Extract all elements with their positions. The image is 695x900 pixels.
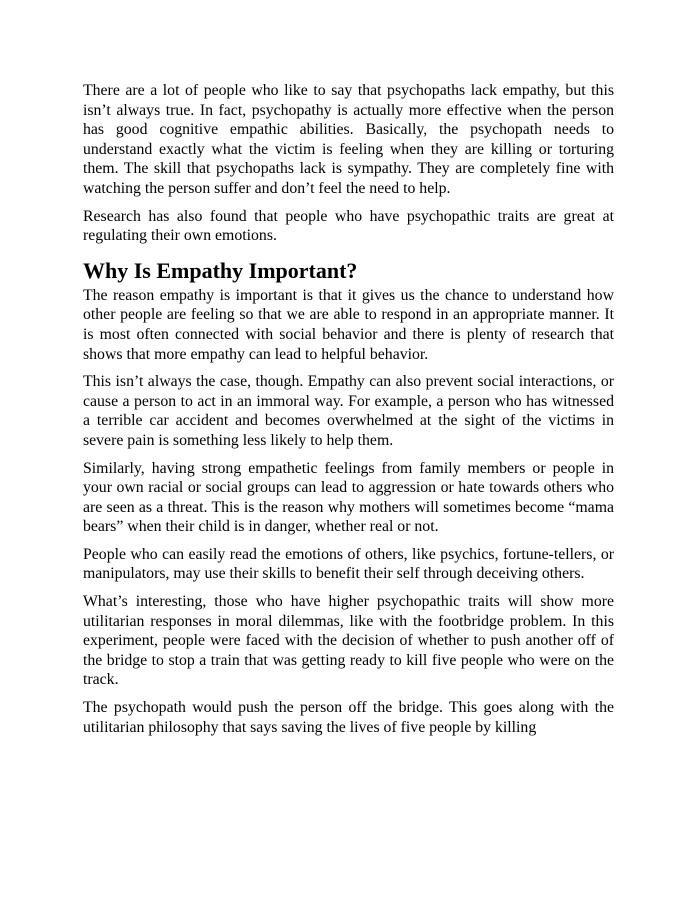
section-heading: Why Is Empathy Important? <box>83 257 358 283</box>
paragraph-not-always-case: This isn’t always the case, though. Empathy can also prevent social interactions, or cause a person to act in an immoral way. For example, a person who has witnessed a terrible car accident and becomes overwhelmed at the sight of the victims in severe pain is something less likely to help them. <box>83 373 614 449</box>
paragraph-regulating-emotions: Research has also found that people who have psychopathic traits are great at regulating their own emotions. <box>83 207 614 245</box>
paragraph-read-emotions: People who can easily read the emotions of others, like psychics, fortune-tellers, or manipulators, may use their skills to benefit their self through deceiving others. <box>83 545 614 583</box>
paragraph-similarly: Similarly, having strong empathetic feelings from family members or people in your own racial or social groups can lead to aggression or hate towards others who are seen as a threat. This is the reason why mothers will sometimes become “mama bears” when their child is in danger, whether real or not. <box>83 459 614 536</box>
paragraph-push-person: The psychopath would push the person off the bridge. This goes along with the utilitarian philosophy that says saving the lives of five people by killing <box>83 699 614 736</box>
paragraph-psychopaths-empathy: There are a lot of people who like to say that psychopaths lack empathy, but this isn’t always true. In fact, psychopathy is actually more effective when the person has good cognitive empathic abilities. Basically, the psychopath needs to understand exactly what the victim is feeling when they are killing or torturing them. The skill that psychopaths lack is sympathy. They are completely fine with watching the person suffer and don’t feel the need to help. <box>83 82 614 197</box>
paragraph-footbridge: What’s interesting, those who have higher psychopathic traits will show more utilitarian responses in moral dilemmas, like with the footbridge problem. In this experiment, people were faced with the decision of whether to push another off of the bridge to stop a train that was getting ready to kill five people who were on the track. <box>83 593 614 689</box>
paragraph-why-important: The reason empathy is important is that it gives us the chance to understand how other people are feeling so that we are able to respond in an appropriate manner. It is most often connected with social behavior and there is plenty of research that shows that more empathy can lead to helpful behavior. <box>83 286 614 363</box>
